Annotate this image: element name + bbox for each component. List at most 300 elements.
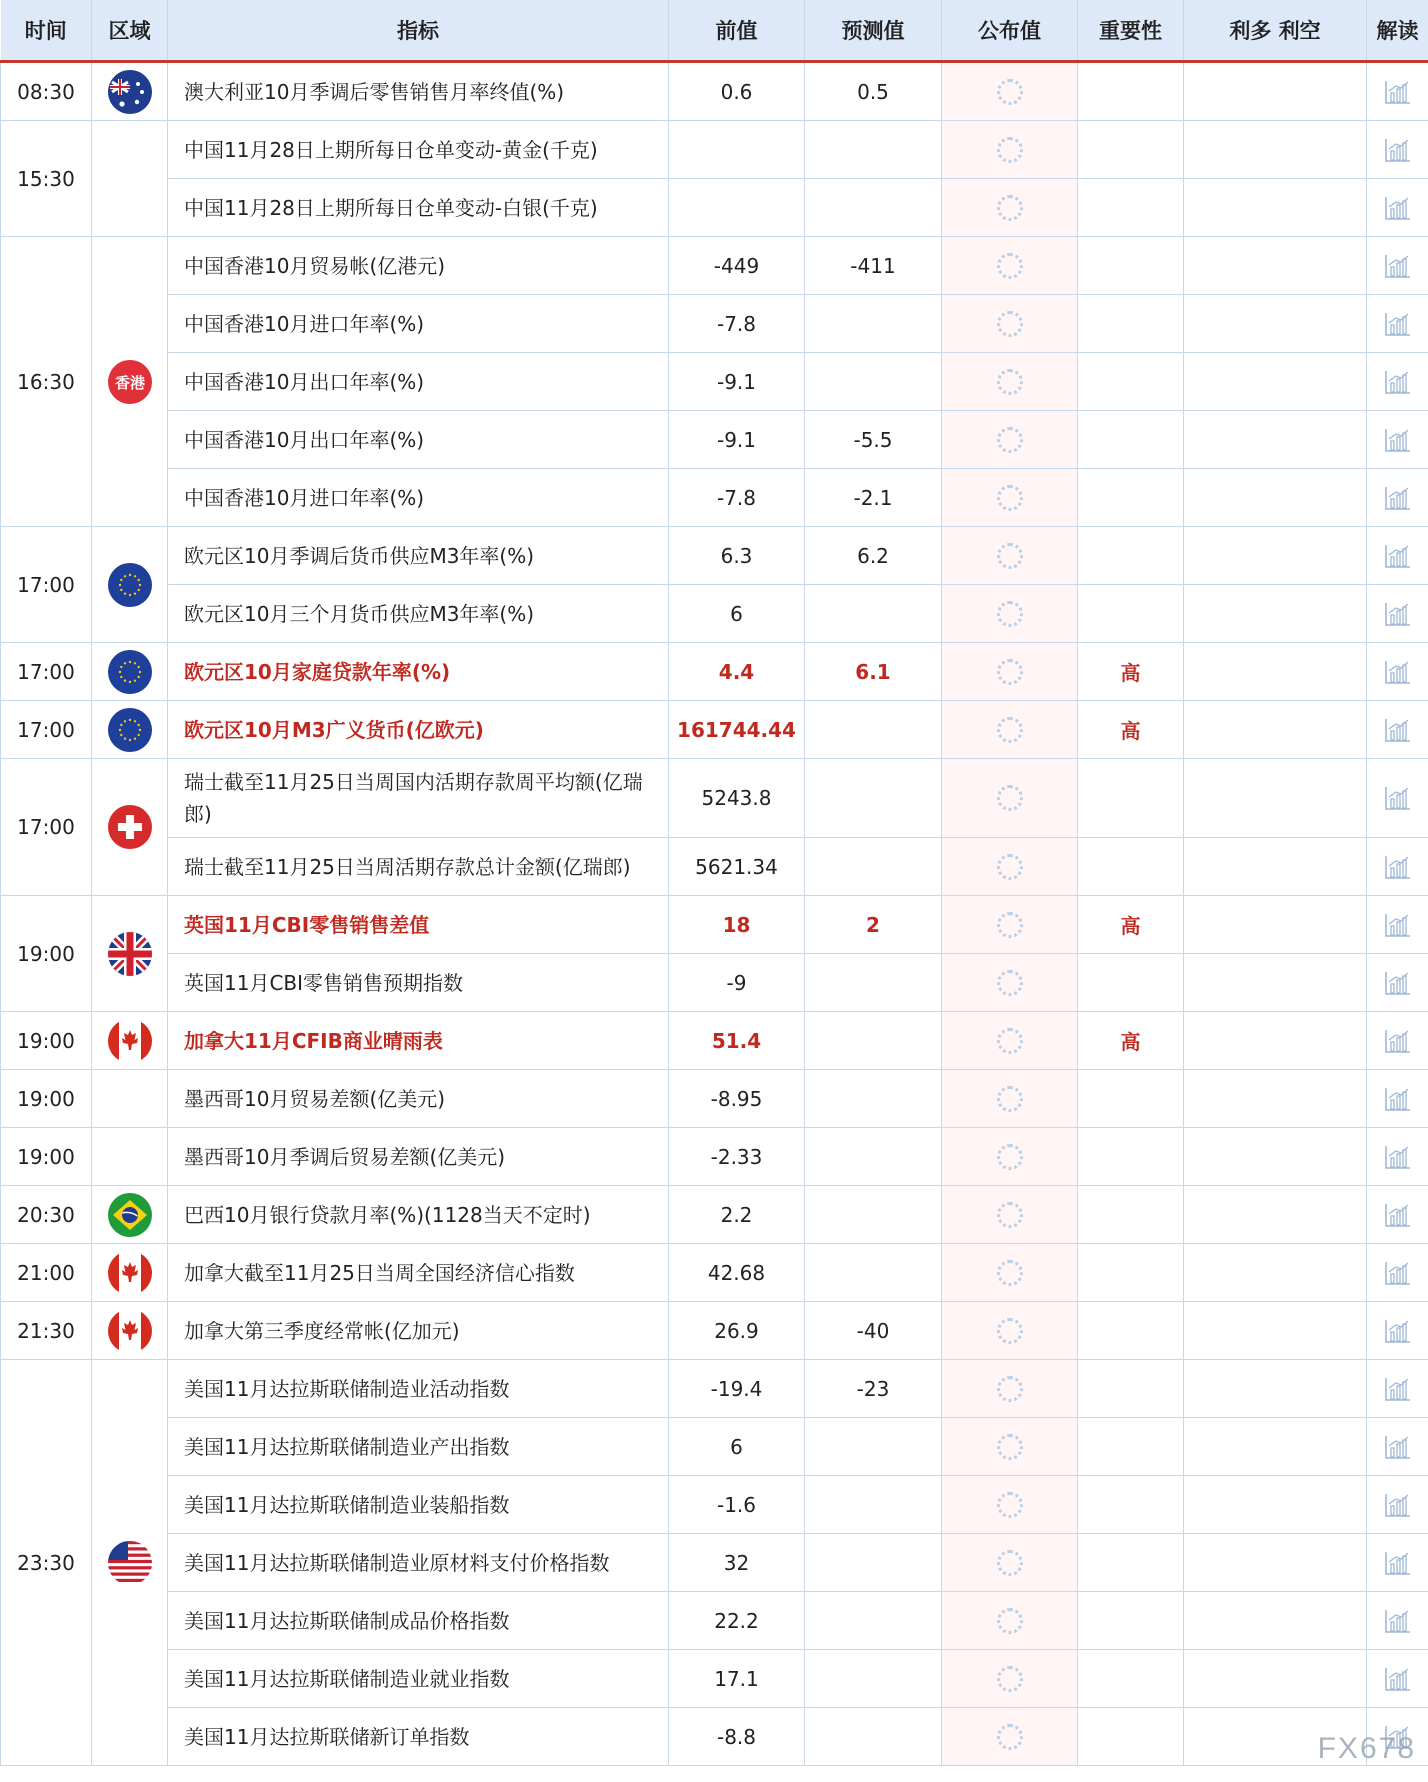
forecast-value	[805, 1128, 942, 1186]
indicator-name[interactable]: 英国11月CBI零售销售预期指数	[168, 954, 669, 1012]
importance-value	[1078, 1186, 1184, 1244]
loading-spinner-icon	[997, 1318, 1023, 1344]
actual-value-cell	[942, 469, 1078, 527]
loading-spinner-icon	[997, 485, 1023, 511]
impact-cell	[1184, 585, 1367, 643]
interpret-cell[interactable]	[1367, 838, 1428, 896]
time-cell: 19:00	[1, 1128, 92, 1186]
loading-spinner-icon	[997, 137, 1023, 163]
interpret-cell[interactable]	[1367, 1302, 1428, 1360]
previous-value: -7.8	[669, 295, 805, 353]
importance-value	[1078, 954, 1184, 1012]
importance-value	[1078, 1708, 1184, 1766]
chart-icon[interactable]	[1384, 427, 1412, 453]
forecast-value	[805, 759, 942, 838]
actual-value-cell	[942, 121, 1078, 179]
interpret-cell[interactable]	[1367, 1360, 1428, 1418]
indicator-name[interactable]: 墨西哥10月贸易差额(亿美元)	[168, 1070, 669, 1128]
chart-icon[interactable]	[1384, 1318, 1412, 1344]
importance-value	[1078, 469, 1184, 527]
impact-cell	[1184, 1186, 1367, 1244]
importance-value	[1078, 237, 1184, 295]
interpret-cell[interactable]	[1367, 1186, 1428, 1244]
impact-cell	[1184, 62, 1367, 121]
table-row	[1, 1650, 1428, 1708]
usa-flag-icon	[108, 1541, 152, 1585]
indicator-name[interactable]: 欧元区10月三个月货币供应M3年率(%)	[168, 585, 669, 643]
importance-value	[1078, 121, 1184, 179]
fx678-watermark: FX678	[1317, 1732, 1416, 1765]
importance-value	[1078, 527, 1184, 585]
importance-value: 高	[1078, 643, 1184, 701]
forecast-value	[805, 1418, 942, 1476]
region-cell	[92, 1186, 168, 1244]
time-cell: 16:30	[1, 237, 92, 527]
interpret-cell[interactable]	[1367, 179, 1428, 237]
region-cell	[92, 527, 168, 643]
forecast-value: 0.5	[805, 62, 942, 121]
indicator-name[interactable]: 美国11月达拉斯联储制造业就业指数	[168, 1650, 669, 1708]
interpret-cell[interactable]	[1367, 295, 1428, 353]
indicator-name[interactable]: 欧元区10月季调后货币供应M3年率(%)	[168, 527, 669, 585]
time-cell: 23:30	[1, 1360, 92, 1766]
table-row	[1, 353, 1428, 411]
table-row	[1, 469, 1428, 527]
actual-value-cell	[942, 954, 1078, 1012]
previous-value: 42.68	[669, 1244, 805, 1302]
indicator-name[interactable]: 中国香港10月进口年率(%)	[168, 469, 669, 527]
previous-value: -1.6	[669, 1476, 805, 1534]
svg-text:香港: 香港	[114, 373, 145, 392]
time-cell: 21:30	[1, 1302, 92, 1360]
actual-value-cell	[942, 1128, 1078, 1186]
table-row	[1, 1418, 1428, 1476]
interpret-cell[interactable]	[1367, 1244, 1428, 1302]
canada-flag-icon	[108, 1309, 152, 1353]
chart-icon[interactable]	[1384, 1260, 1412, 1286]
chart-icon[interactable]	[1384, 253, 1412, 279]
chart-icon[interactable]	[1384, 1376, 1412, 1402]
table-row	[1, 838, 1428, 896]
forecast-value: -5.5	[805, 411, 942, 469]
indicator-name[interactable]: 欧元区10月M3广义货币(亿欧元)	[168, 701, 669, 759]
time-cell: 17:00	[1, 759, 92, 896]
table-row	[1, 701, 1428, 759]
importance-value	[1078, 295, 1184, 353]
impact-cell	[1184, 838, 1367, 896]
actual-value-cell	[942, 527, 1078, 585]
loading-spinner-icon	[997, 1608, 1023, 1634]
australia-flag-icon	[108, 70, 152, 114]
interpret-cell[interactable]	[1367, 954, 1428, 1012]
indicator-name[interactable]: 巴西10月银行贷款月率(%)(1128当天不定时)	[168, 1186, 669, 1244]
indicator-name[interactable]: 美国11月达拉斯联储新订单指数	[168, 1708, 669, 1766]
previous-value: 2.2	[669, 1186, 805, 1244]
previous-value: 32	[669, 1534, 805, 1592]
forecast-value	[805, 1534, 942, 1592]
table-row	[1, 1128, 1428, 1186]
actual-value-cell	[942, 62, 1078, 121]
chart-icon[interactable]	[1384, 785, 1412, 811]
impact-cell	[1184, 1650, 1367, 1708]
loading-spinner-icon	[997, 785, 1023, 811]
chart-icon[interactable]	[1384, 1608, 1412, 1634]
impact-cell	[1184, 701, 1367, 759]
forecast-value	[805, 1012, 942, 1070]
previous-value: 6	[669, 1418, 805, 1476]
region-cell	[92, 121, 168, 237]
region-cell	[92, 1012, 168, 1070]
impact-cell	[1184, 1302, 1367, 1360]
actual-value-cell	[942, 896, 1078, 954]
chart-icon[interactable]	[1384, 601, 1412, 627]
actual-value-cell	[942, 179, 1078, 237]
table-row	[1, 62, 1428, 121]
chart-icon[interactable]	[1384, 195, 1412, 221]
loading-spinner-icon	[997, 1202, 1023, 1228]
uk-flag-icon	[108, 932, 152, 976]
importance-value	[1078, 1534, 1184, 1592]
forecast-value	[805, 1186, 942, 1244]
forecast-value	[805, 1708, 942, 1766]
region-cell	[92, 1070, 168, 1128]
loading-spinner-icon	[997, 601, 1023, 627]
eurozone-flag-icon	[108, 563, 152, 607]
time-cell: 08:30	[1, 62, 92, 121]
importance-value	[1078, 411, 1184, 469]
previous-value: 5621.34	[669, 838, 805, 896]
indicator-name[interactable]: 美国11月达拉斯联储制造业活动指数	[168, 1360, 669, 1418]
forecast-value: -23	[805, 1360, 942, 1418]
chart-icon[interactable]	[1384, 1202, 1412, 1228]
impact-cell	[1184, 1012, 1367, 1070]
importance-value	[1078, 838, 1184, 896]
region-cell	[92, 1302, 168, 1360]
header-indicator: 指标	[168, 0, 669, 62]
table-row	[1, 1012, 1428, 1070]
time-cell: 19:00	[1, 1070, 92, 1128]
table-row	[1, 1592, 1428, 1650]
interpret-cell[interactable]	[1367, 896, 1428, 954]
impact-cell	[1184, 643, 1367, 701]
chart-icon[interactable]	[1384, 1144, 1412, 1170]
chart-icon[interactable]	[1384, 659, 1412, 685]
forecast-value: 6.2	[805, 527, 942, 585]
indicator-name[interactable]: 中国香港10月出口年率(%)	[168, 353, 669, 411]
indicator-name[interactable]: 加拿大第三季度经常帐(亿加元)	[168, 1302, 669, 1360]
table-row	[1, 1534, 1428, 1592]
time-cell: 17:00	[1, 643, 92, 701]
importance-value	[1078, 1360, 1184, 1418]
actual-value-cell	[942, 1592, 1078, 1650]
impact-cell	[1184, 954, 1367, 1012]
previous-value: -7.8	[669, 469, 805, 527]
region-cell	[92, 896, 168, 1012]
loading-spinner-icon	[997, 369, 1023, 395]
importance-value	[1078, 353, 1184, 411]
actual-value-cell	[942, 237, 1078, 295]
actual-value-cell	[942, 1360, 1078, 1418]
chart-icon[interactable]	[1384, 1434, 1412, 1460]
forecast-value: 6.1	[805, 643, 942, 701]
indicator-name[interactable]: 墨西哥10月季调后贸易差额(亿美元)	[168, 1128, 669, 1186]
chart-icon[interactable]	[1384, 543, 1412, 569]
impact-cell	[1184, 527, 1367, 585]
header-region: 区域	[92, 0, 168, 62]
table-row	[1, 411, 1428, 469]
region-cell	[92, 1360, 168, 1766]
interpret-cell[interactable]	[1367, 759, 1428, 838]
loading-spinner-icon	[997, 311, 1023, 337]
interpret-cell[interactable]	[1367, 353, 1428, 411]
forecast-value	[805, 179, 942, 237]
loading-spinner-icon	[997, 1724, 1023, 1750]
chart-icon[interactable]	[1384, 137, 1412, 163]
previous-value	[669, 121, 805, 179]
chart-icon[interactable]	[1384, 79, 1412, 105]
previous-value: 51.4	[669, 1012, 805, 1070]
actual-value-cell	[942, 759, 1078, 838]
indicator-name[interactable]: 美国11月达拉斯联储制成品价格指数	[168, 1592, 669, 1650]
interpret-cell[interactable]	[1367, 1070, 1428, 1128]
table-row	[1, 954, 1428, 1012]
previous-value: 6.3	[669, 527, 805, 585]
time-cell: 20:30	[1, 1186, 92, 1244]
actual-value-cell	[942, 411, 1078, 469]
loading-spinner-icon	[997, 912, 1023, 938]
importance-value	[1078, 179, 1184, 237]
loading-spinner-icon	[997, 543, 1023, 569]
interpret-cell[interactable]	[1367, 1476, 1428, 1534]
canada-flag-icon	[108, 1019, 152, 1063]
impact-cell	[1184, 1244, 1367, 1302]
chart-icon[interactable]	[1384, 854, 1412, 880]
forecast-value: -2.1	[805, 469, 942, 527]
interpret-cell[interactable]	[1367, 1650, 1428, 1708]
actual-value-cell	[942, 295, 1078, 353]
actual-value-cell	[942, 1534, 1078, 1592]
impact-cell	[1184, 353, 1367, 411]
chart-icon[interactable]	[1384, 1086, 1412, 1112]
loading-spinner-icon	[997, 253, 1023, 279]
region-cell	[92, 1244, 168, 1302]
chart-icon[interactable]	[1384, 912, 1412, 938]
impact-cell	[1184, 759, 1367, 838]
chart-icon[interactable]	[1384, 970, 1412, 996]
indicator-name[interactable]: 美国11月达拉斯联储制造业原材料支付价格指数	[168, 1534, 669, 1592]
interpret-cell[interactable]	[1367, 1534, 1428, 1592]
table-header	[1, 0, 1428, 62]
indicator-name[interactable]: 中国香港10月出口年率(%)	[168, 411, 669, 469]
impact-cell	[1184, 295, 1367, 353]
forecast-value	[805, 1476, 942, 1534]
loading-spinner-icon	[997, 1260, 1023, 1286]
previous-value: 4.4	[669, 643, 805, 701]
indicator-name[interactable]: 瑞士截至11月25日当周活期存款总计金额(亿瑞郎)	[168, 838, 669, 896]
interpret-cell[interactable]	[1367, 411, 1428, 469]
forecast-value	[805, 585, 942, 643]
indicator-name[interactable]: 加拿大截至11月25日当周全国经济信心指数	[168, 1244, 669, 1302]
importance-value	[1078, 1244, 1184, 1302]
table-row	[1, 759, 1428, 838]
switzerland-flag-icon	[108, 805, 152, 849]
chart-icon[interactable]	[1384, 311, 1412, 337]
indicator-name[interactable]: 中国11月28日上期所每日仓单变动-白银(千克)	[168, 179, 669, 237]
actual-value-cell	[942, 585, 1078, 643]
region-cell	[92, 759, 168, 896]
interpret-cell[interactable]	[1367, 1012, 1428, 1070]
interpret-cell[interactable]	[1367, 1128, 1428, 1186]
actual-value-cell	[942, 1650, 1078, 1708]
interpret-cell[interactable]	[1367, 121, 1428, 179]
actual-value-cell	[942, 701, 1078, 759]
previous-value: 0.6	[669, 62, 805, 121]
indicator-name[interactable]: 欧元区10月家庭贷款年率(%)	[168, 643, 669, 701]
chart-icon[interactable]	[1384, 369, 1412, 395]
indicator-name[interactable]: 中国香港10月进口年率(%)	[168, 295, 669, 353]
loading-spinner-icon	[997, 1376, 1023, 1402]
indicator-name[interactable]: 中国香港10月贸易帐(亿港元)	[168, 237, 669, 295]
importance-value	[1078, 1650, 1184, 1708]
table-row	[1, 527, 1428, 585]
forecast-value: 2	[805, 896, 942, 954]
loading-spinner-icon	[997, 1434, 1023, 1460]
loading-spinner-icon	[997, 1086, 1023, 1112]
impact-cell	[1184, 1070, 1367, 1128]
table-row	[1, 585, 1428, 643]
indicator-name[interactable]: 英国11月CBI零售销售差值	[168, 896, 669, 954]
table-row	[1, 1360, 1428, 1418]
previous-value: -2.33	[669, 1128, 805, 1186]
indicator-name[interactable]: 美国11月达拉斯联储制造业装船指数	[168, 1476, 669, 1534]
table-row	[1, 121, 1428, 179]
loading-spinner-icon	[997, 659, 1023, 685]
region-cell	[92, 1128, 168, 1186]
forecast-value	[805, 1592, 942, 1650]
interpret-cell[interactable]	[1367, 527, 1428, 585]
loading-spinner-icon	[997, 1666, 1023, 1692]
table-row	[1, 1708, 1428, 1766]
previous-value: 22.2	[669, 1592, 805, 1650]
actual-value-cell	[942, 1070, 1078, 1128]
interpret-cell[interactable]	[1367, 585, 1428, 643]
impact-cell	[1184, 469, 1367, 527]
impact-cell	[1184, 1128, 1367, 1186]
table-row	[1, 1302, 1428, 1360]
loading-spinner-icon	[997, 854, 1023, 880]
importance-value	[1078, 1592, 1184, 1650]
table-row	[1, 237, 1428, 295]
chart-icon[interactable]	[1384, 485, 1412, 511]
importance-value	[1078, 759, 1184, 838]
indicator-name[interactable]: 加拿大11月CFIB商业晴雨表	[168, 1012, 669, 1070]
importance-value	[1078, 585, 1184, 643]
impact-cell	[1184, 121, 1367, 179]
hongkong-flag-icon	[108, 360, 152, 404]
importance-value	[1078, 1128, 1184, 1186]
forecast-value	[805, 1070, 942, 1128]
eurozone-flag-icon	[108, 650, 152, 694]
header-importance: 重要性	[1078, 0, 1184, 62]
impact-cell	[1184, 1418, 1367, 1476]
table-row	[1, 1186, 1428, 1244]
loading-spinner-icon	[997, 1550, 1023, 1576]
forecast-value	[805, 353, 942, 411]
chart-icon[interactable]	[1384, 1492, 1412, 1518]
brazil-flag-icon	[108, 1193, 152, 1237]
previous-value	[669, 179, 805, 237]
time-cell: 19:00	[1, 896, 92, 1012]
forecast-value	[805, 121, 942, 179]
actual-value-cell	[942, 1186, 1078, 1244]
previous-value: -19.4	[669, 1360, 805, 1418]
loading-spinner-icon	[997, 1028, 1023, 1054]
interpret-cell[interactable]	[1367, 62, 1428, 121]
actual-value-cell	[942, 1418, 1078, 1476]
indicator-name[interactable]: 中国11月28日上期所每日仓单变动-黄金(千克)	[168, 121, 669, 179]
impact-cell	[1184, 1476, 1367, 1534]
header-actual: 公布值	[942, 0, 1078, 62]
importance-value	[1078, 1070, 1184, 1128]
impact-cell	[1184, 896, 1367, 954]
chart-icon[interactable]	[1384, 717, 1412, 743]
interpret-cell[interactable]	[1367, 1592, 1428, 1650]
loading-spinner-icon	[997, 79, 1023, 105]
indicator-name[interactable]: 美国11月达拉斯联储制造业产出指数	[168, 1418, 669, 1476]
impact-cell	[1184, 179, 1367, 237]
loading-spinner-icon	[997, 195, 1023, 221]
importance-value: 高	[1078, 701, 1184, 759]
actual-value-cell	[942, 1302, 1078, 1360]
previous-value: -449	[669, 237, 805, 295]
time-cell: 17:00	[1, 527, 92, 643]
header-interpret: 解读	[1367, 0, 1428, 62]
actual-value-cell	[942, 1012, 1078, 1070]
importance-value: 高	[1078, 896, 1184, 954]
forecast-value	[805, 1244, 942, 1302]
interpret-cell[interactable]	[1367, 701, 1428, 759]
indicator-name[interactable]: 瑞士截至11月25日当周国内活期存款周平均额(亿瑞郎)	[168, 759, 669, 838]
time-cell: 17:00	[1, 701, 92, 759]
table-row	[1, 1244, 1428, 1302]
interpret-cell[interactable]	[1367, 237, 1428, 295]
actual-value-cell	[942, 1476, 1078, 1534]
previous-value: 5243.8	[669, 759, 805, 838]
forecast-value	[805, 1650, 942, 1708]
interpret-cell[interactable]	[1367, 643, 1428, 701]
impact-cell	[1184, 237, 1367, 295]
interpret-cell[interactable]	[1367, 469, 1428, 527]
header-prev: 前值	[669, 0, 805, 62]
impact-cell	[1184, 1534, 1367, 1592]
time-cell: 21:00	[1, 1244, 92, 1302]
impact-cell	[1184, 1360, 1367, 1418]
previous-value: 18	[669, 896, 805, 954]
forecast-value	[805, 701, 942, 759]
forecast-value	[805, 838, 942, 896]
table-row	[1, 643, 1428, 701]
region-cell	[92, 701, 168, 759]
importance-value: 高	[1078, 1012, 1184, 1070]
table-row	[1, 1070, 1428, 1128]
previous-value: -9.1	[669, 353, 805, 411]
chart-icon[interactable]	[1384, 1666, 1412, 1692]
indicator-name[interactable]: 澳大利亚10月季调后零售销售月率终值(%)	[168, 62, 669, 121]
actual-value-cell	[942, 353, 1078, 411]
interpret-cell[interactable]	[1367, 1418, 1428, 1476]
chart-icon[interactable]	[1384, 1028, 1412, 1054]
chart-icon[interactable]	[1384, 1550, 1412, 1576]
